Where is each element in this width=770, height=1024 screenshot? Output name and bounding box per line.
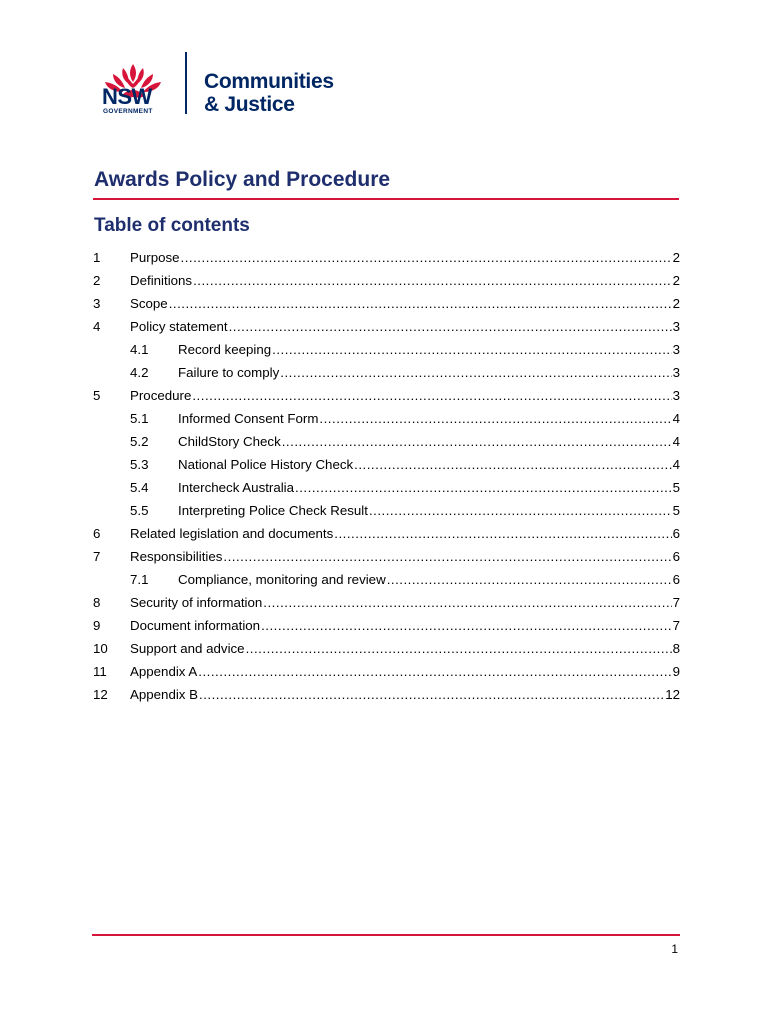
toc-entry-line: [130, 549, 680, 564]
table-of-contents: [93, 246, 680, 706]
toc-entry[interactable]: [93, 246, 680, 269]
toc-entry-line: [130, 687, 680, 702]
org-name-line1: Communities: [204, 70, 334, 93]
toc-entry[interactable]: [93, 476, 680, 499]
toc-entry-page: 5: [672, 503, 680, 518]
toc-entry-page: 2: [672, 250, 680, 265]
title-rule: [93, 198, 679, 200]
toc-entry-line: [130, 595, 680, 610]
toc-entry-line: [130, 296, 680, 311]
logo-divider: [185, 52, 187, 114]
header: [97, 46, 397, 120]
toc-entry-line: [130, 250, 680, 265]
toc-entry-label[interactable]: Informed Consent Form: [178, 411, 319, 426]
toc-entry[interactable]: [93, 660, 680, 683]
toc-entry-page: 6: [672, 549, 680, 564]
toc-entry-page: 7: [672, 595, 680, 610]
toc-dot-leader: [169, 296, 672, 311]
toc-dot-leader: [282, 434, 672, 449]
toc-entry-page: 6: [672, 526, 680, 541]
toc-entry-number: 4: [93, 319, 101, 334]
toc-dot-leader: [334, 526, 671, 541]
toc-entry[interactable]: [93, 407, 680, 430]
toc-entry[interactable]: [93, 545, 680, 568]
toc-entry-number: 7.1: [130, 572, 149, 587]
toc-entry-line: [130, 388, 680, 403]
toc-dot-leader: [192, 388, 671, 403]
toc-entry-label[interactable]: Support and advice: [130, 641, 245, 656]
toc-entry-number: 1: [93, 250, 101, 265]
toc-entry-page: 3: [672, 388, 680, 403]
toc-entry-number: 3: [93, 296, 101, 311]
toc-entry-page: 12: [665, 687, 680, 702]
toc-entry-number: 2: [93, 273, 101, 288]
toc-entry-label[interactable]: Scope: [130, 296, 168, 311]
toc-entry[interactable]: [93, 269, 680, 292]
toc-entry-line: [130, 526, 680, 541]
toc-dot-leader: [193, 273, 672, 288]
toc-entry-line: [130, 273, 680, 288]
toc-entry-line: [130, 319, 680, 334]
toc-entry-number: 11: [93, 664, 107, 679]
toc-heading: Table of contents: [94, 215, 250, 236]
toc-entry-line: [178, 342, 680, 357]
document-title: Awards Policy and Procedure: [94, 168, 391, 191]
toc-entry-label[interactable]: Definitions: [130, 273, 193, 288]
toc-entry-page: 3: [672, 319, 680, 334]
toc-entry-line: [178, 480, 680, 495]
toc-entry-label[interactable]: Interpreting Police Check Result: [178, 503, 368, 518]
toc-entry-line: [178, 503, 680, 518]
toc-entry-page: 9: [672, 664, 680, 679]
toc-entry-label[interactable]: Failure to comply: [178, 365, 280, 380]
toc-entry-label[interactable]: Purpose: [130, 250, 180, 265]
toc-entry-page: 2: [672, 296, 680, 311]
toc-entry-line: [178, 572, 680, 587]
toc-entry-page: 2: [672, 273, 680, 288]
toc-entry-line: [178, 457, 680, 472]
toc-entry-label[interactable]: Responsibilities: [130, 549, 223, 564]
org-name-line2: & Justice: [204, 93, 295, 116]
toc-entry-line: [130, 641, 680, 656]
page-number: 1: [671, 942, 678, 956]
toc-entry[interactable]: [93, 522, 680, 545]
toc-entry-number: 5.4: [130, 480, 149, 495]
toc-dot-leader: [246, 641, 672, 656]
toc-entry-label[interactable]: Appendix B: [130, 687, 199, 702]
toc-entry-line: [178, 434, 680, 449]
toc-entry-line: [178, 365, 680, 380]
toc-entry-line: [130, 664, 680, 679]
toc-entry-page: 7: [672, 618, 680, 633]
toc-entry[interactable]: [93, 614, 680, 637]
toc-entry[interactable]: [93, 361, 680, 384]
toc-entry-label[interactable]: Appendix A: [130, 664, 198, 679]
toc-entry-line: [178, 411, 680, 426]
government-wordmark: GOVERNMENT: [103, 108, 153, 115]
toc-entry-page: 8: [672, 641, 680, 656]
toc-entry-number: 9: [93, 618, 101, 633]
toc-dot-leader: [229, 319, 672, 334]
toc-entry-page: 6: [672, 572, 680, 587]
toc-entry-number: 10: [93, 641, 108, 656]
toc-entry-number: 5.1: [130, 411, 149, 426]
toc-entry[interactable]: [93, 499, 680, 522]
toc-dot-leader: [387, 572, 672, 587]
toc-dot-leader: [354, 457, 671, 472]
toc-dot-leader: [319, 411, 671, 426]
toc-dot-leader: [280, 365, 671, 380]
toc-entry[interactable]: [93, 384, 680, 407]
toc-entry[interactable]: [93, 683, 680, 706]
toc-dot-leader: [198, 664, 671, 679]
toc-entry-label[interactable]: Security of information: [130, 595, 263, 610]
toc-entry-page: 5: [672, 480, 680, 495]
toc-entry-number: 6: [93, 526, 101, 541]
toc-entry[interactable]: [93, 292, 680, 315]
toc-entry-number: 8: [93, 595, 101, 610]
toc-entry[interactable]: [93, 430, 680, 453]
toc-entry-number: 4.1: [130, 342, 149, 357]
toc-entry-label[interactable]: Intercheck Australia: [178, 480, 295, 495]
toc-entry-number: 12: [93, 687, 108, 702]
toc-entry-number: 5: [93, 388, 101, 403]
toc-entry-page: 4: [672, 434, 680, 449]
toc-entry-number: 5.5: [130, 503, 149, 518]
toc-entry-number: 5.2: [130, 434, 149, 449]
footer-rule: [92, 934, 680, 936]
toc-entry-label[interactable]: Policy statement: [130, 319, 228, 334]
toc-entry[interactable]: [93, 315, 680, 338]
toc-dot-leader: [261, 618, 672, 633]
toc-entry-label[interactable]: Document information: [130, 618, 261, 633]
toc-entry-number: 4.2: [130, 365, 149, 380]
toc-entry-label[interactable]: Procedure: [130, 388, 192, 403]
toc-dot-leader: [223, 549, 671, 564]
toc-dot-leader: [181, 250, 672, 265]
toc-dot-leader: [272, 342, 671, 357]
toc-dot-leader: [199, 687, 664, 702]
nsw-wordmark: NSW: [102, 84, 152, 109]
toc-entry[interactable]: [93, 453, 680, 476]
toc-entry[interactable]: [93, 568, 680, 591]
toc-entry-label[interactable]: Related legislation and documents: [130, 526, 334, 541]
toc-entry[interactable]: [93, 338, 680, 361]
toc-entry[interactable]: [93, 591, 680, 614]
toc-entry-label[interactable]: Record keeping: [178, 342, 272, 357]
toc-entry-number: 7: [93, 549, 101, 564]
toc-dot-leader: [263, 595, 671, 610]
toc-entry-page: 4: [672, 411, 680, 426]
toc-entry-label[interactable]: National Police History Check: [178, 457, 354, 472]
toc-entry-label[interactable]: Compliance, monitoring and review: [178, 572, 386, 587]
toc-entry[interactable]: [93, 637, 680, 660]
toc-entry-page: 4: [672, 457, 680, 472]
toc-entry-label[interactable]: ChildStory Check: [178, 434, 281, 449]
toc-entry-number: 5.3: [130, 457, 149, 472]
toc-entry-line: [130, 618, 680, 633]
toc-dot-leader: [369, 503, 672, 518]
toc-entry-page: 3: [672, 365, 680, 380]
toc-entry-page: 3: [672, 342, 680, 357]
toc-dot-leader: [295, 480, 672, 495]
